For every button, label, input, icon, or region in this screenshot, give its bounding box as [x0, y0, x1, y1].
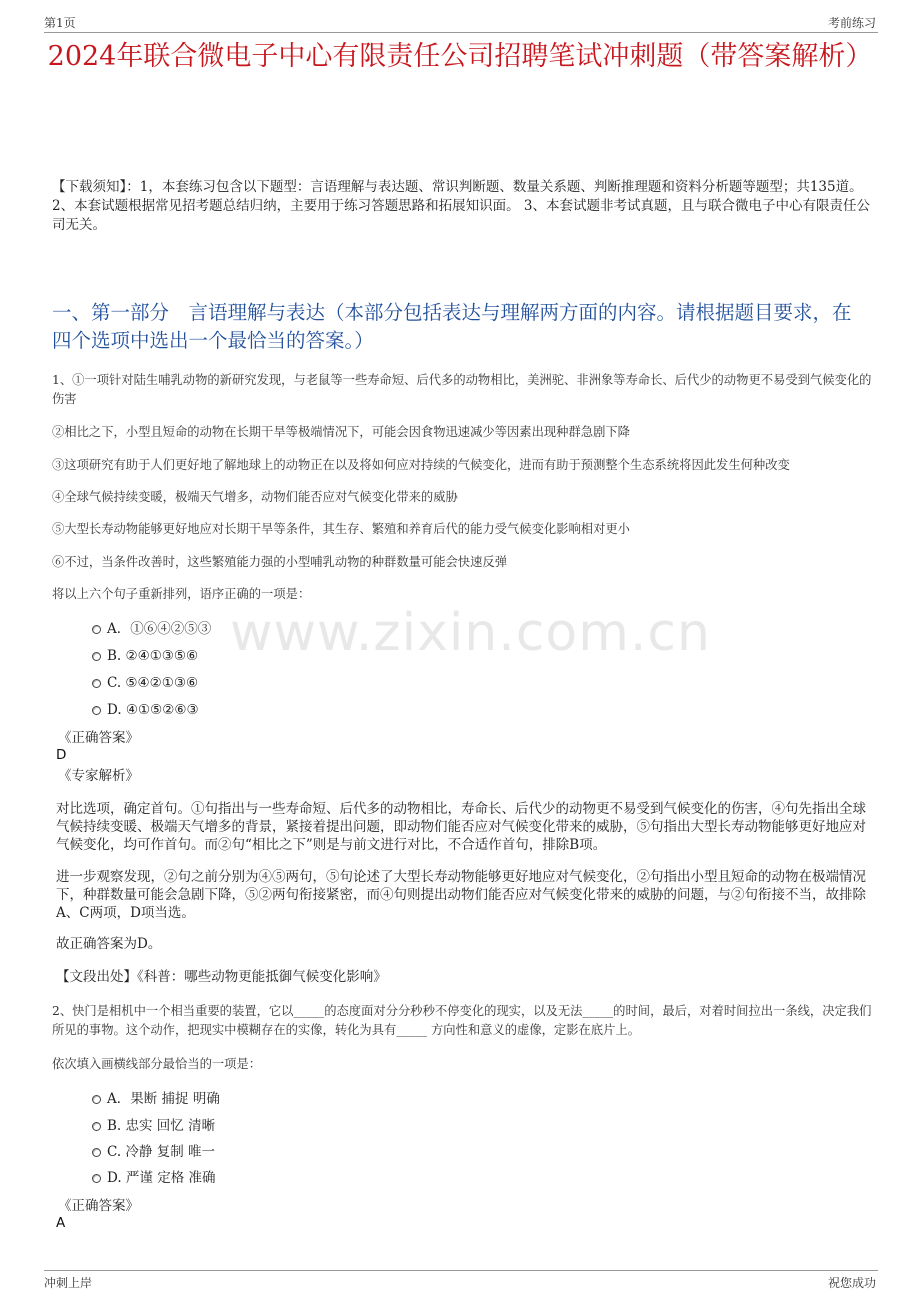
section-heading: 一、第一部分 言语理解与表达（本部分包括表达与理解两方面的内容。请根据题目要求，在四个选项中选出一个最恰当的答案。）	[52, 301, 852, 352]
q1-sentence-2: ②相比之下，小型且短命的动物在长期干旱等极端情况下，可能会因食物迅速减少等因素出现种群急剧下降	[52, 425, 630, 439]
q2-answer: A	[56, 1215, 66, 1231]
q1-sentence-4: ④全球气候持续变暖，极端天气增多，动物们能否应对气候变化带来的威胁	[52, 490, 458, 504]
q1-sentence-1: 1、①一项针对陆生哺乳动物的新研究发现，与老鼠等一些寿命短、后代多的动物相比，美洲驼、非洲象等寿命长、后代少的动物更不易受到气候变化的伤害	[52, 373, 872, 406]
q1-sentence-3: ③这项研究有助于人们更好地了解地球上的动物正在以及将如何应对持续的气候变化，进而有助于预测整个生态系统将因此发生何种改变	[52, 458, 790, 472]
header-tag: 考前练习	[827, 16, 876, 30]
watermark-text: www.zixin.com.cn	[230, 603, 711, 663]
q1-analysis-label: 《专家解析》	[58, 768, 139, 784]
radio-icon[interactable]	[92, 625, 101, 634]
footer-left-text: 冲刺上岸	[44, 1276, 93, 1290]
q2-text: 2、快门是相机中一个相当重要的装置，它以_____的态度面对分分秒秒不停变化的现实，以及无法_____的时间，最后，对着时间拉出一条线，决定我们所见的事物。这个动作，把现实中模糊存在的实像，转化为具有_____ 方向性和意义的虚像，定影在底片上。	[52, 1004, 872, 1037]
footer-right-text: 祝您成功	[827, 1276, 876, 1290]
q2-option-d[interactable]: D. 严谨 定格 准确	[92, 1168, 216, 1188]
header-rule	[44, 32, 878, 33]
q1-answer: D	[56, 747, 67, 763]
q2-option-a[interactable]: A．果断 捕捉 明确	[92, 1089, 220, 1109]
q2-prompt: 依次填入画横线部分最恰当的一项是：	[52, 1057, 262, 1071]
q1-option-d[interactable]: D. ④①⑤②⑥③	[92, 700, 199, 720]
q1-sentence-6: ⑥不过，当条件改善时，这些繁殖能力强的小型哺乳动物的种群数量可能会快速反弹	[52, 555, 507, 569]
radio-icon[interactable]	[92, 1174, 101, 1183]
q1-explanation-3: 故正确答案为D。	[56, 936, 162, 952]
q1-option-b[interactable]: B. ②④①③⑤⑥	[92, 646, 198, 666]
radio-icon[interactable]	[92, 706, 101, 715]
q2-option-b[interactable]: B. 忠实 回忆 清晰	[92, 1116, 215, 1136]
q1-option-c[interactable]: C. ⑤④②①③⑥	[92, 673, 198, 693]
radio-icon[interactable]	[92, 652, 101, 661]
q1-answer-label: 《正确答案》	[58, 730, 139, 746]
footer-rule	[44, 1270, 878, 1271]
q1-explanation-1: 对比选项，确定首句。①句指出与一些寿命短、后代多的动物相比，寿命长、后代少的动物更不易受到气候变化的伤害，④句先指出全球气候持续变暖、极端天气增多的背景，紧接着提出问题，即动物们能否应对气候变化带来的威胁，⑤句指出大型长寿动物能够更好地应对气候变化，均可作首句。而②句“相比之下”则是与前文进行对比，不合适作首句，排除B项。	[56, 801, 866, 853]
radio-icon[interactable]	[92, 1148, 101, 1157]
radio-icon[interactable]	[92, 679, 101, 688]
radio-icon[interactable]	[92, 1095, 101, 1104]
radio-icon[interactable]	[92, 1122, 101, 1131]
download-notice: 【下载须知】：1，本套练习包含以下题型：言语理解与表达题、常识判断题、数量关系题、判断推理题和资料分析题等题型；共135道。 2、本套试题根据常见招考题总结归纳，主要用于练习答题思路和拓展知识面。 3、本套试题非考试真题，且与联合微电子中心有限责任公司无关。	[52, 179, 870, 233]
page-number: 第1页	[44, 16, 76, 30]
q1-option-a[interactable]: A．①⑥④②⑤③	[92, 619, 211, 639]
q1-explanation-2: 进一步观察发现，②句之前分别为④⑤两句，⑤句论述了大型长寿动物能够更好地应对气候变化，②句指出小型且短命的动物在极端情况下，种群数量可能会急剧下降，⑤②两句衔接紧密，而④句则提出动物们能否应对气候变化带来的威胁的问题，与②句衔接不当，故排除A、C两项，D项当选。	[56, 869, 866, 921]
page-title: 2024年联合微电子中心有限责任公司招聘笔试冲刺题（带答案解析）	[47, 41, 873, 72]
q2-answer-label: 《正确答案》	[58, 1198, 139, 1214]
q1-source: 【文段出处】《科普：哪些动物更能抵御气候变化影响》	[56, 969, 387, 985]
q1-prompt: 将以上六个句子重新排列，语序正确的一项是：	[52, 587, 311, 601]
q2-option-c[interactable]: C. 冷静 复制 唯一	[92, 1142, 215, 1162]
q1-sentence-5: ⑤大型长寿动物能够更好地应对长期干旱等条件，其生存、繁殖和养育后代的能力受气候变化影响相对更小	[52, 522, 630, 536]
